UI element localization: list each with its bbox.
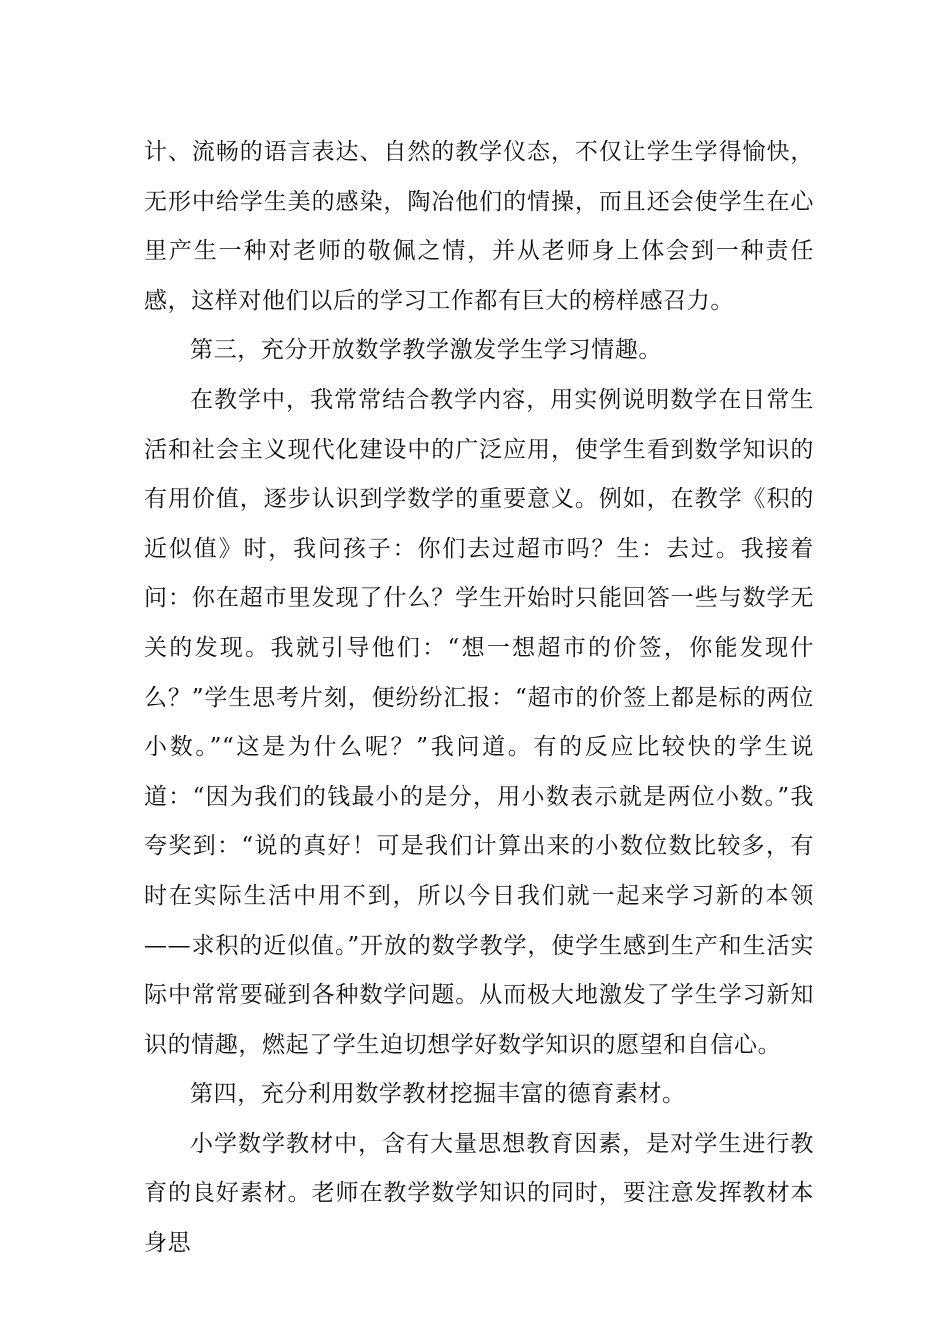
paragraph-heading-third: 第三，充分开放数学教学激发学生学习情趣。 [190, 337, 662, 364]
body-text [144, 128, 814, 1269]
paragraph-example: 在教学中，我常常结合教学内容，用实例说明数学在日常生活和社会主义现代化建设中的广泛应用，使学生看到数学知识的有用价值，逐步认识到学数学的重要意义。例如，在教学《积的近似值》时，我问孩子：你们去过超市吗？生：去过。我接着问：你在超市里发现了什么？学生开始时只能回答一些与数学无关的发现。我就引导他们：“想一想超市的价签，你能发现什么？”学生思考片刻，便纷纷汇报：“超市的价签上都是标的两位小数。”“这是为什么呢？”我问道。有的反应比较快的学生说道：“因为我们的钱最小的是分，用小数表示就是两位小数。”我夸奖到：“说的真好！可是我们计算出来的小数位数比较多，有时在实际生活中用不到，所以今日我们就一起来学习新的本领——求积的近似值。”开放的数学教学，使学生感到生产和生活实际中常常要碰到各种数学问题。从而极大地激发了学生学习新知识的情趣，燃起了学生迫切想学好数学知识的愿望和自信心。 [144, 386, 814, 1058]
paragraph-textbook: 小学数学教材中，含有大量思想教育因素，是对学生进行教育的良好素材。老师在教学数学知识的同时，要注意发挥教材本身思 [144, 1130, 814, 1257]
paragraph-heading-fourth: 第四，充分利用数学教材挖掘丰富的德育素材。 [190, 1081, 686, 1108]
paragraph-continued: 计、流畅的语言表达、自然的教学仪态，不仅让学生学得愉快，无形中给学生美的感染，陶冶他们的情操，而且还会使学生在心里产生一种对老师的敬佩之情，并从老师身上体会到一种责任感，这样对他们以后的学习工作都有巨大的榜样感召力。 [144, 139, 814, 314]
